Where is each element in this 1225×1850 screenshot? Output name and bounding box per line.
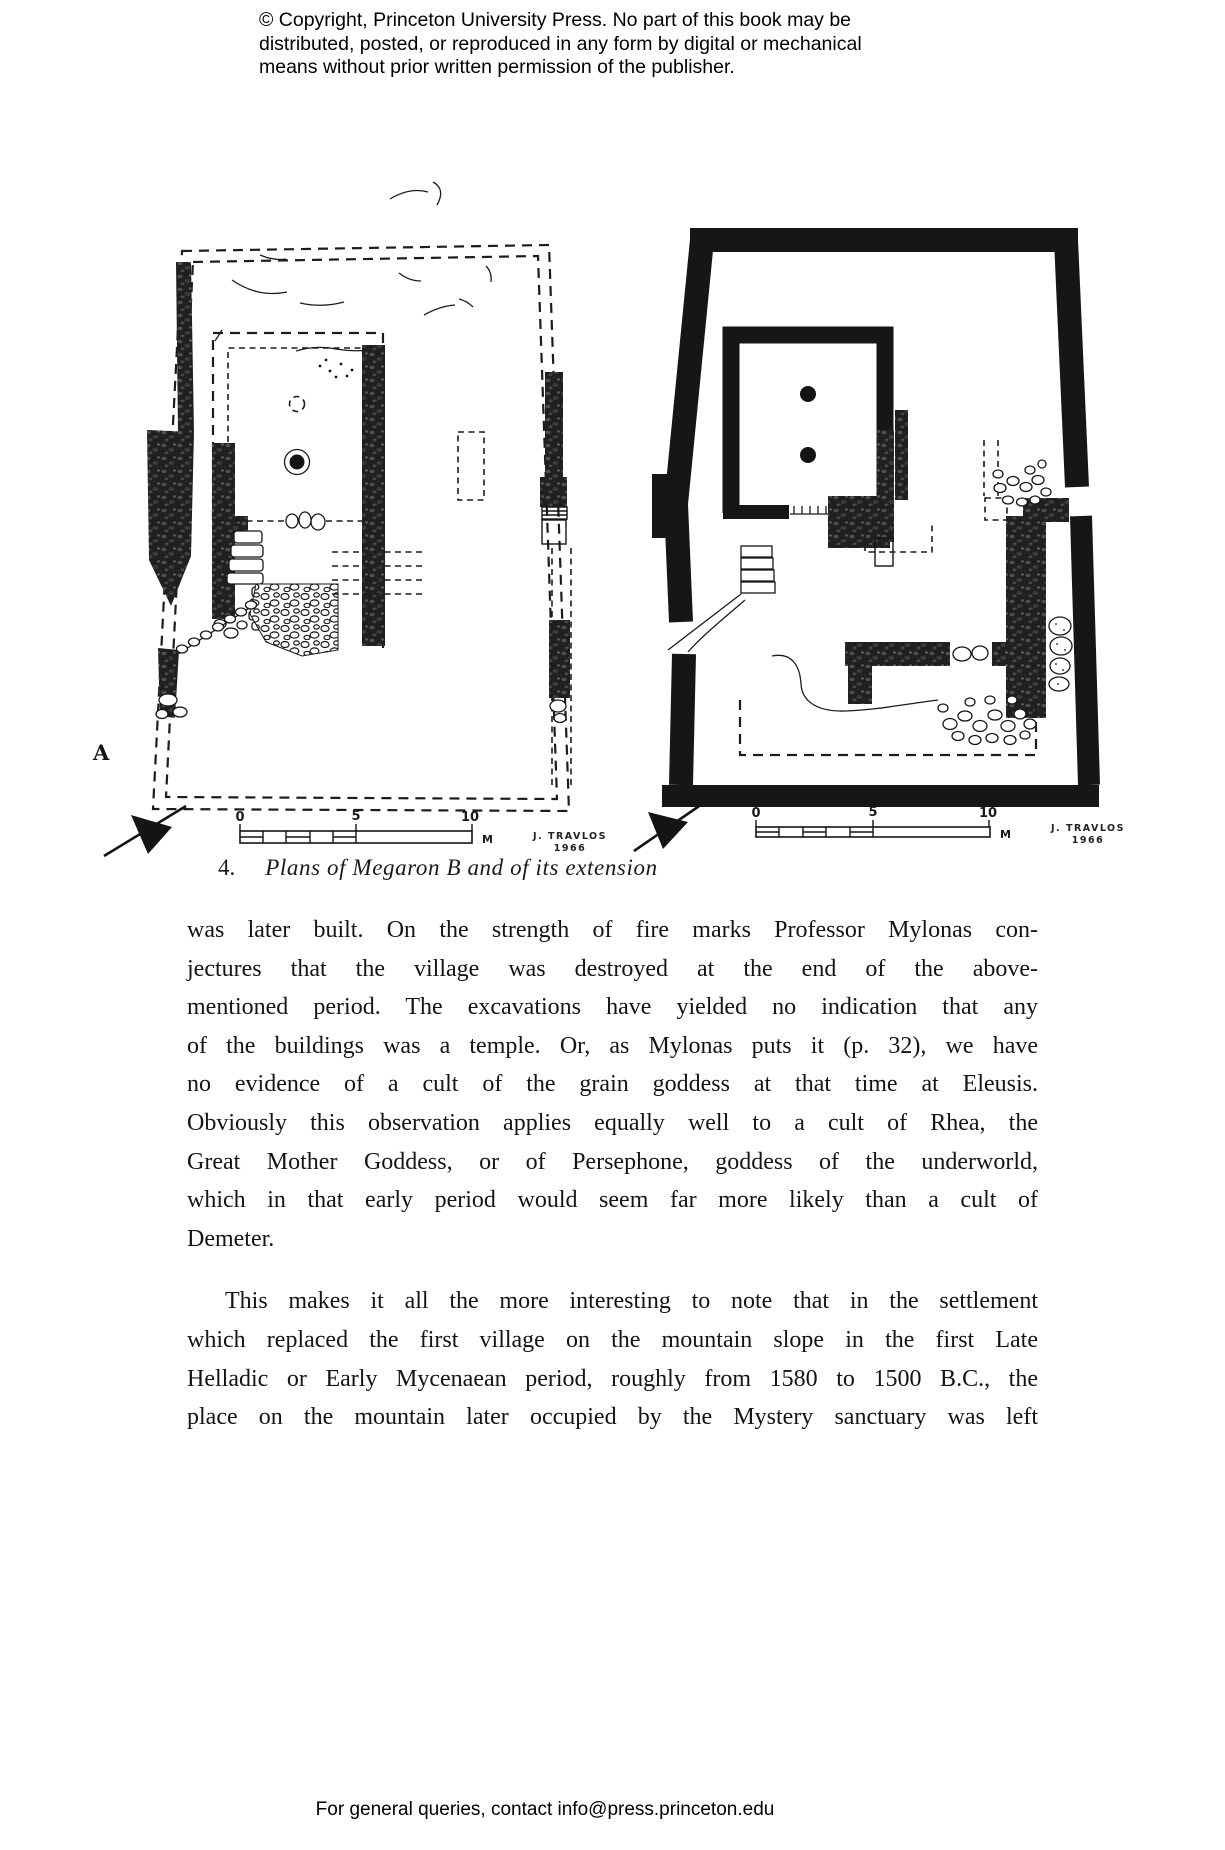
steps-and-cobbles — [172, 531, 424, 658]
copyright-line: means without prior written permission of the publisher. — [259, 56, 735, 78]
left-plan — [92, 182, 607, 856]
body-line: no evidence of a cult of the grain goddess at that time at Eleusis. — [187, 1071, 1038, 1098]
scale-0: 0 — [751, 806, 761, 821]
north-arrow-icon — [104, 806, 186, 856]
svg-text:1966: 1966 — [1071, 835, 1105, 846]
scale-unit: M — [482, 833, 493, 846]
svg-text:1966: 1966 — [553, 843, 587, 854]
body-line: of the buildings was a temple. Or, as Mylonas puts it (p. 32), we have — [187, 1032, 1038, 1059]
caption-number: 4. — [218, 855, 236, 880]
body-line: place on the mountain later occupied by the Mystery sanctuary was left — [187, 1404, 1038, 1431]
figure-plans — [0, 0, 1225, 900]
svg-text:J. TRAVLOS: J. TRAVLOS — [533, 831, 607, 842]
scale-5: 5 — [351, 809, 361, 824]
column-base — [290, 455, 305, 470]
credit — [1050, 823, 1125, 846]
scale-0: 0 — [235, 810, 245, 825]
scale-unit: M — [1000, 828, 1011, 841]
body-line: which in that early period would seem far more likely than a cult of — [187, 1187, 1038, 1214]
right-plan — [634, 240, 1125, 851]
body-line: jectures that the village was destroyed at the end of the above- — [187, 955, 1038, 982]
body-line: Obviously this observation applies equally well to a cult of Rhea, the — [187, 1109, 1038, 1136]
copyright-line: © Copyright, Princeton University Press. No part of this book may be — [259, 9, 852, 31]
body-line: This makes it all the more interesting to note that in the settlement — [225, 1288, 1038, 1315]
body-line: Helladic or Early Mycenaean period, roughly from 1580 to 1500 B.C., the — [187, 1365, 1038, 1392]
body-line: was later built. On the strength of fire marks Professor Mylonas con- — [187, 917, 1038, 943]
north-arrow-icon — [634, 802, 705, 851]
body-line: mentioned period. The excavations have yielded no indication that any — [187, 994, 1038, 1021]
column-base — [800, 447, 816, 463]
body-line: Great Mother Goddess, or of Persephone, goddess of the underworld, — [187, 1148, 1038, 1175]
east-rubble-wall — [458, 372, 571, 788]
credit — [532, 831, 607, 854]
inner-room — [723, 335, 908, 548]
east-stone-strip — [1049, 617, 1072, 691]
body-line: which replaced the first village on the mountain slope in the first Late — [187, 1326, 1038, 1353]
svg-text:J. TRAVLOS: J. TRAVLOS — [1051, 823, 1125, 834]
scale-5: 5 — [868, 805, 878, 820]
scale-10: 10 — [460, 810, 480, 825]
copyright-line: distributed, posted, or reproduced in any form by digital or mechanical — [259, 32, 862, 55]
south-room — [740, 655, 1036, 755]
hearth-dashed-circle — [290, 397, 305, 412]
footer-contact: For general queries, contact info@press.princeton.edu — [315, 1799, 775, 1820]
contour-lines — [215, 182, 491, 341]
scale-bar — [235, 809, 492, 846]
column-base — [800, 386, 816, 402]
body-line: Demeter. — [187, 1225, 275, 1252]
caption-text: Plans of Megaron B and of its extension — [265, 855, 658, 880]
label-a: A — [93, 740, 110, 765]
floor-dots — [319, 359, 354, 379]
scale-10: 10 — [978, 806, 998, 821]
figure-caption — [218, 855, 658, 881]
body-text — [187, 911, 1038, 1437]
scale-bar — [751, 805, 1010, 841]
